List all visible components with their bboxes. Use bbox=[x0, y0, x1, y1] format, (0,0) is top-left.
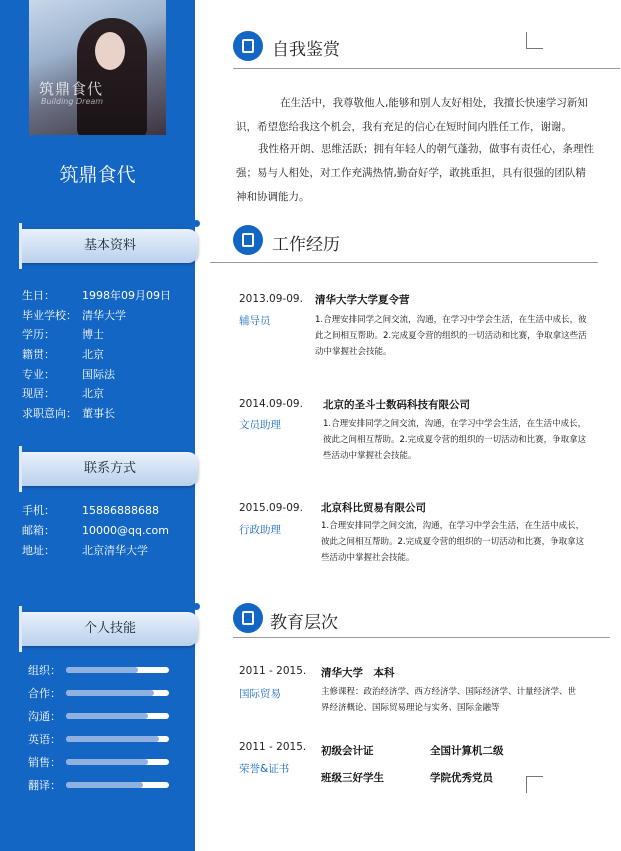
info-row: 毕业学校： 清华大学 bbox=[22, 309, 126, 322]
work-role: 辅导员 bbox=[239, 315, 271, 327]
work-desc: 1.合理安排同学之间交流，沟通，在学习中学会生活，在生活中成长，彼此之间相互帮助。2.完成夏令营的组织的一切活动和比赛，争取拿这些活动中掌握社会技能。 bbox=[321, 521, 585, 563]
info-row: 学历： 博士 bbox=[22, 328, 104, 341]
skill-bar-fill bbox=[66, 667, 138, 673]
profile-name: 筑鼎食代 bbox=[59, 164, 136, 186]
skill-bar bbox=[66, 759, 169, 765]
photo-watermark: 筑鼎食代 bbox=[39, 80, 104, 98]
skill-label: 销售： bbox=[28, 756, 61, 769]
edu-label: 荣誉&证书 bbox=[239, 763, 290, 775]
section-title-self: 自我鉴赏 bbox=[272, 40, 340, 60]
work-company: 北京科比贸易有限公司 bbox=[321, 502, 426, 514]
edu-major: 国际贸易 bbox=[239, 688, 281, 700]
section-dot bbox=[193, 603, 200, 610]
info-row: 专业： 国际法 bbox=[22, 368, 115, 381]
work-date: 2014.09-09. bbox=[239, 398, 303, 410]
edu-school: 清华大学 本科 bbox=[321, 667, 395, 679]
edu-date: 2011 - 2015. bbox=[239, 741, 307, 753]
info-row: 生日： 1998年09月09日 bbox=[22, 289, 171, 302]
skill-label: 合作： bbox=[28, 687, 61, 700]
work-date: 2015.09-09. bbox=[239, 502, 303, 514]
contact-row: 地址： 北京清华大学 bbox=[22, 544, 148, 557]
skill-bar bbox=[66, 667, 169, 673]
cert-item: 初级会计证 bbox=[321, 745, 374, 757]
photo-face bbox=[95, 32, 125, 70]
edu-date: 2011 - 2015. bbox=[239, 665, 307, 677]
skill-bar-fill bbox=[66, 782, 143, 788]
skill-bar-fill bbox=[66, 759, 148, 765]
skill-label: 英语： bbox=[28, 733, 61, 746]
profile-photo bbox=[29, 0, 166, 135]
skill-bar-fill bbox=[66, 713, 148, 719]
work-date: 2013.09-09. bbox=[239, 293, 303, 305]
section-title-work: 工作经历 bbox=[272, 235, 340, 255]
work-role: 行政助理 bbox=[239, 524, 281, 536]
self-paragraph-1: 在生活中，我尊敬他人,能够和别人友好相处，我擅长快速学习新知识，希望您给我这个机会，我有充足的信心在短时间内胜任工作，谢谢。 bbox=[236, 97, 588, 133]
work-company: 北京的圣斗士数码科技有限公司 bbox=[323, 399, 470, 411]
divider bbox=[233, 68, 620, 69]
work-company: 清华大学大学夏令营 bbox=[315, 294, 410, 306]
cert-item: 全国计算机二级 bbox=[430, 745, 504, 757]
skill-bar bbox=[66, 782, 169, 788]
person-icon bbox=[233, 31, 263, 61]
skill-label: 沟通： bbox=[28, 710, 61, 723]
divider bbox=[210, 262, 598, 263]
corner-mark bbox=[526, 776, 543, 793]
skill-label: 组织： bbox=[28, 664, 61, 677]
skill-bar-fill bbox=[66, 736, 159, 742]
briefcase-icon bbox=[233, 225, 263, 255]
work-desc: 1.合理安排同学之间交流，沟通，在学习中学会生活，在生活中成长，彼此之间相互帮助。2.完成夏令营的组织的一切活动和比赛，争取拿这些活动中掌握社会技能。 bbox=[323, 419, 587, 461]
photo-watermark-sub: Building Dream bbox=[41, 97, 104, 106]
skill-bar bbox=[66, 736, 169, 742]
info-row: 籍贯： 北京 bbox=[22, 348, 104, 361]
contact-row: 邮箱： 10000@qq.com bbox=[22, 524, 169, 537]
info-row: 求职意向： 董事长 bbox=[22, 407, 115, 420]
work-role: 文员助理 bbox=[239, 419, 281, 431]
cert-item: 班级三好学生 bbox=[321, 772, 384, 784]
skills-header: 个人技能 bbox=[22, 612, 198, 646]
work-desc: 1.合理安排同学之间交流，沟通，在学习中学会生活，在生活中成长，彼此之间相互帮助。2.完成夏令营的组织的一切活动和比赛，争取拿这些活动中掌握社会技能。 bbox=[315, 315, 587, 357]
cert-item: 学院优秀党员 bbox=[430, 772, 493, 784]
edu-courses: 主修课程：政治经济学、西方经济学、国际经济学、计量经济学、世界经济概论、国际贸易理论与实务、国际金融等 bbox=[321, 687, 577, 713]
section-dot bbox=[193, 220, 200, 227]
skill-bar-fill bbox=[66, 690, 154, 696]
skill-label: 翻译： bbox=[28, 779, 61, 792]
skill-bar bbox=[66, 690, 169, 696]
info-row: 现居： 北京 bbox=[22, 387, 104, 400]
contact-row: 手机： 15886888688 bbox=[22, 504, 159, 517]
self-paragraph-2: 我性格开朗、思维活跃；拥有年轻人的朝气蓬勃，做事有责任心，条理性强；易与人相处，对工作充满热情,勤奋好学，敢挑重担，具有很强的团队精神和协调能力。 bbox=[236, 143, 594, 203]
skill-bar bbox=[66, 713, 169, 719]
divider bbox=[233, 637, 610, 638]
section-title-edu: 教育层次 bbox=[270, 613, 338, 633]
contact-header: 联系方式 bbox=[22, 452, 198, 486]
pencil-icon bbox=[233, 603, 263, 633]
basic-info-header: 基本资料 bbox=[22, 229, 198, 263]
corner-mark bbox=[526, 32, 543, 49]
